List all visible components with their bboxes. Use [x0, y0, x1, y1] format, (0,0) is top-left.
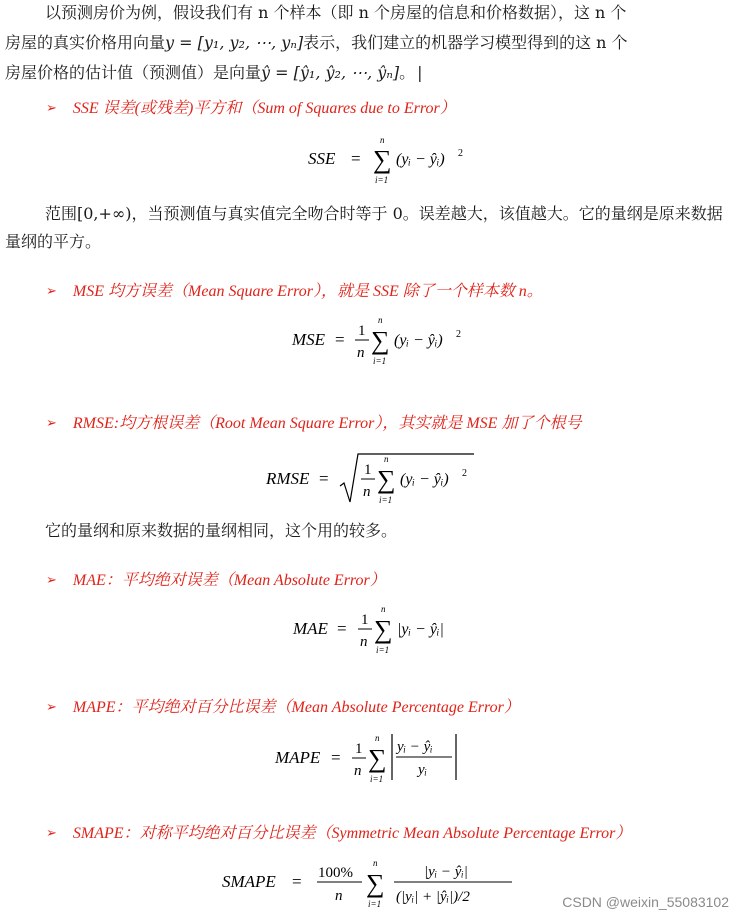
- sum-symbol: ∑: [370, 326, 390, 355]
- intro-paragraph: [5, 0, 733, 88]
- percentage-numerator: yᵢ − ŷᵢ: [396, 739, 433, 755]
- sum-upper: n: [380, 604, 385, 614]
- fraction-denominator: n: [362, 484, 370, 500]
- fraction-numerator: 1: [354, 741, 362, 757]
- mse-lhs: MSE: [291, 330, 325, 349]
- fraction-numerator: 1: [360, 612, 368, 628]
- sse-heading: ➢ SSE 误差(或残差)平方和（Sum of Squares due to Error）: [46, 98, 456, 120]
- intro-line-2-pre: 房屋的真实价格用向量: [5, 33, 166, 52]
- sum-symbol: ∑: [376, 465, 396, 494]
- fraction-denominator: n: [334, 888, 342, 904]
- mape-lhs: MAPE: [274, 748, 320, 767]
- smape-lhs: SMAPE: [221, 872, 276, 891]
- intro-line-3-post: 。: [399, 63, 416, 82]
- mape-heading: ➢ MAPE：平均绝对百分比误差（Mean Absolute Percentage Error）: [46, 697, 520, 719]
- mse-heading: ➢ MSE 均方误差（Mean Square Error），就是 SSE 除了一个样本数 n。: [46, 281, 543, 303]
- fraction-numerator: 100%: [317, 865, 353, 881]
- rmse-lhs: RMSE: [265, 469, 309, 488]
- arrow-bullet-icon: ➢: [46, 415, 57, 430]
- sum-lower: i=1: [374, 175, 388, 185]
- exponent: 2: [457, 148, 463, 159]
- fraction-numerator: 1: [357, 323, 365, 339]
- rmse-heading: ➢ RMSE:均方根误差（Root Mean Square Error），其实就是 MSE 加了个根号: [46, 413, 581, 435]
- sum-lower: i=1: [369, 774, 383, 784]
- fraction-numerator: 1: [363, 462, 371, 478]
- smape-denominator: (|yᵢ| + |ŷᵢ|)/2: [395, 889, 470, 905]
- percentage-denominator: yᵢ: [417, 762, 427, 778]
- sum-lower: i=1: [367, 899, 381, 909]
- sum-upper: n: [383, 454, 388, 464]
- squared-error-term: (yᵢ − ŷᵢ): [395, 151, 445, 168]
- sse-lhs: SSE: [307, 149, 335, 168]
- mse-formula: [0, 313, 743, 367]
- exponent: 2: [455, 329, 461, 340]
- sse-note: 范围[0,+∞)，当预测值与真实值完全吻合时等于 0。误差越大，该值越大。它的量纲是原来数据量纲的平方。: [5, 204, 723, 251]
- exponent: 2: [461, 468, 467, 479]
- sum-lower: i=1: [378, 495, 392, 505]
- equals-sign: =: [334, 330, 345, 349]
- equals-sign: =: [291, 872, 302, 891]
- sum-symbol: ∑: [365, 869, 385, 898]
- squared-error-term: (yᵢ − ŷᵢ): [393, 332, 443, 349]
- equals-sign: =: [350, 149, 361, 168]
- equals-sign: =: [336, 619, 347, 638]
- sum-upper: n: [379, 135, 384, 145]
- mae-lhs: MAE: [292, 619, 328, 638]
- sum-symbol: ∑: [372, 145, 392, 174]
- text-cursor: |: [417, 63, 423, 82]
- sum-upper: n: [374, 733, 379, 743]
- sse-formula: [0, 134, 743, 188]
- intro-line-2-post: 表示，我们建立的机器学习模型得到的这 n 个: [303, 33, 628, 52]
- mae-heading: ➢ MAE：平均绝对误差（Mean Absolute Error）: [46, 570, 386, 592]
- absolute-error-term: |yᵢ − ŷᵢ|: [396, 621, 444, 638]
- equals-sign: =: [330, 748, 341, 767]
- fraction-denominator: n: [356, 345, 364, 361]
- arrow-bullet-icon: ➢: [46, 100, 57, 115]
- intro-line-1: 以预测房价为例，假设我们有 n 个样本（即 n 个房屋的信息和价格数据），这 n 个: [45, 3, 627, 22]
- sum-lower: i=1: [372, 356, 386, 366]
- squared-error-term: (yᵢ − ŷᵢ): [399, 471, 449, 488]
- intro-line-3-pre: 房屋价格的估计值（预测值）是向量: [5, 63, 262, 82]
- arrow-bullet-icon: ➢: [46, 825, 57, 840]
- mape-formula: [0, 730, 743, 784]
- arrow-bullet-icon: ➢: [46, 699, 57, 714]
- rmse-formula: [0, 450, 743, 504]
- sum-lower: i=1: [375, 645, 389, 655]
- sum-upper: n: [372, 858, 377, 868]
- fraction-denominator: n: [359, 634, 367, 650]
- mae-formula: [0, 602, 743, 656]
- smape-heading: ➢ SMAPE：对称平均绝对百分比误差（Symmetric Mean Absolute Percentage Error）: [46, 823, 631, 845]
- arrow-bullet-icon: ➢: [46, 283, 57, 298]
- sum-symbol: ∑: [367, 744, 387, 773]
- predicted-price-vector: ŷ = [ŷ₁, ŷ₂, ⋯, ŷₙ]: [261, 63, 400, 82]
- arrow-bullet-icon: ➢: [46, 572, 57, 587]
- equals-sign: =: [318, 469, 329, 488]
- fraction-denominator: n: [353, 763, 361, 779]
- true-price-vector: y = [y₁, y₂, ⋯, yₙ]: [165, 33, 304, 52]
- csdn-watermark: CSDN @weixin_55083102: [562, 894, 729, 910]
- smape-numerator: |yᵢ − ŷᵢ|: [423, 864, 468, 880]
- rmse-note: 它的量纲和原来数据的量纲相同，这个用的较多。: [45, 521, 398, 540]
- sum-symbol: ∑: [373, 615, 393, 644]
- sum-upper: n: [377, 315, 382, 325]
